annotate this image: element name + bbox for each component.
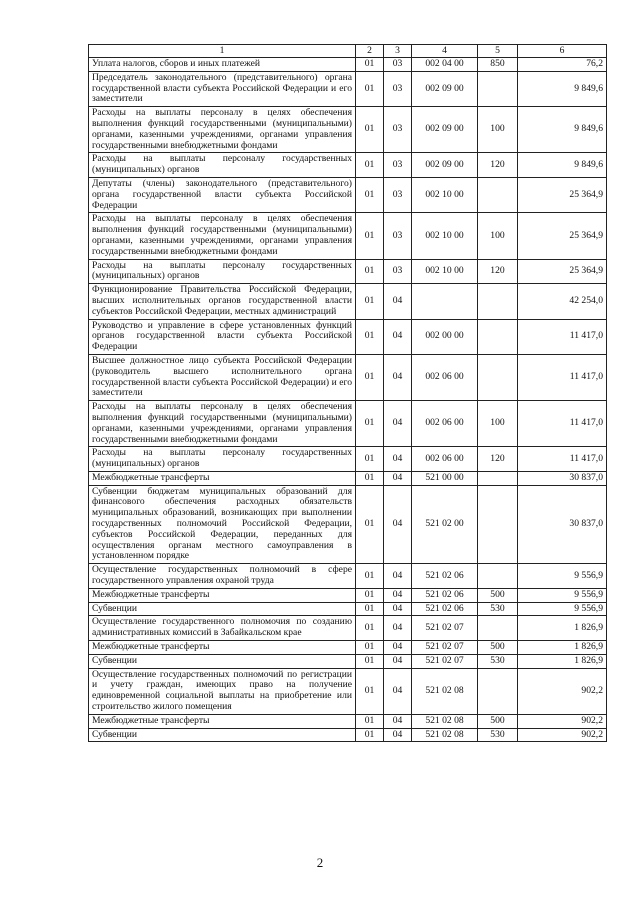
row-expense-type-cell (478, 177, 518, 212)
row-name-cell: Уплата налогов, сборов и иных платежей (89, 58, 356, 72)
row-expense-type-cell: 530 (478, 602, 518, 616)
row-expense-type-cell (478, 319, 518, 354)
row-expense-type-cell: 850 (478, 58, 518, 72)
row-name-cell: Расходы на выплаты персоналу государственных (муниципальных) органов (89, 259, 356, 284)
row-name-cell: Межбюджетные трансферты (89, 471, 356, 485)
table-row (89, 213, 607, 259)
table-row (89, 602, 607, 616)
header-row (89, 45, 607, 58)
row-subsection-cell: 04 (384, 714, 412, 728)
row-amount-cell: 9 849,6 (518, 153, 607, 178)
table-row (89, 319, 607, 354)
row-name-cell: Межбюджетные трансферты (89, 714, 356, 728)
row-expense-type-cell (478, 668, 518, 714)
row-name-cell: Осуществление государственных полномочий в сфере государственного управления охраной труда (89, 564, 356, 589)
row-subsection-cell: 04 (384, 485, 412, 564)
row-expense-type-cell: 500 (478, 641, 518, 655)
row-amount-cell: 25 364,9 (518, 259, 607, 284)
row-amount-cell: 25 364,9 (518, 213, 607, 259)
page-number: 2 (316, 855, 324, 870)
table-row (89, 616, 607, 641)
row-amount-cell: 9 556,9 (518, 602, 607, 616)
table-row (89, 668, 607, 714)
row-expense-type-cell (478, 354, 518, 400)
row-name-cell: Осуществление государственных полномочий по регистрации и учету граждан, имеющих право на получение единовременной социальной выплаты на приобретение или строительство жилого помещения (89, 668, 356, 714)
row-section-cell: 01 (356, 107, 384, 153)
budget-table (88, 44, 607, 742)
row-amount-cell: 30 837,0 (518, 485, 607, 564)
row-subsection-cell: 03 (384, 71, 412, 106)
row-section-cell: 01 (356, 728, 384, 742)
row-target-article-cell: 521 02 08 (412, 728, 478, 742)
row-section-cell: 01 (356, 259, 384, 284)
table-row (89, 153, 607, 178)
table-row (89, 447, 607, 472)
row-section-cell: 01 (356, 447, 384, 472)
row-name-cell: Председатель законодательного (представительного) органа государственной власти субъекта Российской Федерации и его заместители (89, 71, 356, 106)
row-amount-cell: 1 826,9 (518, 616, 607, 641)
row-subsection-cell: 04 (384, 319, 412, 354)
row-target-article-cell: 521 02 06 (412, 564, 478, 589)
row-name-cell: Расходы на выплаты персоналу в целях обеспечения выполнения функций государственными (муниципальными) органами, казенными учреждениями, органами управления государственными внебюджетными фондами (89, 401, 356, 447)
row-name-cell: Расходы на выплаты персоналу в целях обеспечения выполнения функций государственными (муниципальными) органами, казенными учреждениями, органами управления государственными внебюджетными фондами (89, 213, 356, 259)
row-target-article-cell: 002 06 00 (412, 447, 478, 472)
row-section-cell: 01 (356, 354, 384, 400)
table-row (89, 588, 607, 602)
row-section-cell: 01 (356, 401, 384, 447)
table-row (89, 728, 607, 742)
row-name-cell: Субвенции (89, 602, 356, 616)
row-target-article-cell: 002 10 00 (412, 213, 478, 259)
table-row (89, 107, 607, 153)
row-amount-cell: 9 556,9 (518, 588, 607, 602)
row-section-cell: 01 (356, 564, 384, 589)
row-section-cell: 01 (356, 588, 384, 602)
row-section-cell: 01 (356, 616, 384, 641)
row-amount-cell: 30 837,0 (518, 471, 607, 485)
row-amount-cell: 9 556,9 (518, 564, 607, 589)
row-amount-cell: 25 364,9 (518, 177, 607, 212)
row-amount-cell: 1 826,9 (518, 641, 607, 655)
row-expense-type-cell (478, 485, 518, 564)
row-expense-type-cell: 100 (478, 107, 518, 153)
row-target-article-cell: 521 02 08 (412, 714, 478, 728)
row-expense-type-cell (478, 71, 518, 106)
row-subsection-cell: 04 (384, 602, 412, 616)
row-section-cell: 01 (356, 153, 384, 178)
table-row (89, 354, 607, 400)
row-subsection-cell: 03 (384, 259, 412, 284)
row-target-article-cell: 002 04 00 (412, 58, 478, 72)
row-section-cell: 01 (356, 284, 384, 319)
row-target-article-cell: 521 00 00 (412, 471, 478, 485)
row-subsection-cell: 03 (384, 153, 412, 178)
row-amount-cell: 902,2 (518, 668, 607, 714)
row-section-cell: 01 (356, 71, 384, 106)
row-name-cell: Расходы на выплаты персоналу государственных (муниципальных) органов (89, 153, 356, 178)
row-subsection-cell: 04 (384, 354, 412, 400)
row-section-cell: 01 (356, 58, 384, 72)
table-row (89, 714, 607, 728)
row-name-cell: Руководство и управление в сфере установленных функций органов государственной власти субъекта Российской Федерации (89, 319, 356, 354)
row-target-article-cell: 002 09 00 (412, 107, 478, 153)
table-body (89, 58, 607, 742)
row-target-article-cell: 521 02 07 (412, 641, 478, 655)
row-target-article-cell: 521 02 07 (412, 654, 478, 668)
row-target-article-cell (412, 284, 478, 319)
row-section-cell: 01 (356, 213, 384, 259)
row-section-cell: 01 (356, 641, 384, 655)
table-row (89, 654, 607, 668)
row-amount-cell: 11 417,0 (518, 354, 607, 400)
row-expense-type-cell (478, 564, 518, 589)
row-amount-cell: 9 849,6 (518, 71, 607, 106)
row-target-article-cell: 002 10 00 (412, 177, 478, 212)
row-target-article-cell: 002 10 00 (412, 259, 478, 284)
header-col-6: 6 (518, 45, 607, 58)
row-amount-cell: 11 417,0 (518, 319, 607, 354)
row-name-cell: Расходы на выплаты персоналу в целях обеспечения выполнения функций государственными (муниципальными) органами, казенными учреждениями, органами управления государственными внебюджетными фондами (89, 107, 356, 153)
row-amount-cell: 42 254,0 (518, 284, 607, 319)
table-row (89, 485, 607, 564)
table-row (89, 177, 607, 212)
row-section-cell: 01 (356, 177, 384, 212)
table-row (89, 71, 607, 106)
row-subsection-cell: 04 (384, 616, 412, 641)
row-subsection-cell: 03 (384, 58, 412, 72)
row-name-cell: Субвенции (89, 728, 356, 742)
row-amount-cell: 902,2 (518, 714, 607, 728)
row-expense-type-cell: 120 (478, 153, 518, 178)
row-amount-cell: 9 849,6 (518, 107, 607, 153)
row-section-cell: 01 (356, 485, 384, 564)
row-expense-type-cell (478, 471, 518, 485)
row-section-cell: 01 (356, 654, 384, 668)
row-name-cell: Осуществление государственного полномочия по созданию административных комиссий в Забайкальском крае (89, 616, 356, 641)
table-row (89, 284, 607, 319)
row-subsection-cell: 03 (384, 213, 412, 259)
row-section-cell: 01 (356, 714, 384, 728)
row-expense-type-cell: 120 (478, 447, 518, 472)
row-subsection-cell: 04 (384, 284, 412, 319)
row-name-cell: Функционирование Правительства Российской Федерации, высших исполнительных органов государственной власти субъектов Российской Федерации, местных администраций (89, 284, 356, 319)
row-name-cell: Межбюджетные трансферты (89, 641, 356, 655)
row-subsection-cell: 03 (384, 107, 412, 153)
row-name-cell: Межбюджетные трансферты (89, 588, 356, 602)
row-expense-type-cell: 100 (478, 213, 518, 259)
row-expense-type-cell (478, 284, 518, 319)
header-col-4: 4 (412, 45, 478, 58)
row-target-article-cell: 002 06 00 (412, 401, 478, 447)
row-amount-cell: 11 417,0 (518, 401, 607, 447)
row-subsection-cell: 04 (384, 588, 412, 602)
row-name-cell: Субвенции (89, 654, 356, 668)
table-row (89, 471, 607, 485)
table-row (89, 401, 607, 447)
row-section-cell: 01 (356, 319, 384, 354)
row-subsection-cell: 04 (384, 641, 412, 655)
row-target-article-cell: 002 09 00 (412, 71, 478, 106)
row-amount-cell: 1 826,9 (518, 654, 607, 668)
row-target-article-cell: 521 02 06 (412, 588, 478, 602)
row-section-cell: 01 (356, 602, 384, 616)
row-expense-type-cell (478, 616, 518, 641)
row-expense-type-cell: 530 (478, 728, 518, 742)
header-col-3: 3 (384, 45, 412, 58)
row-subsection-cell: 03 (384, 177, 412, 212)
row-subsection-cell: 04 (384, 447, 412, 472)
row-amount-cell: 11 417,0 (518, 447, 607, 472)
row-section-cell: 01 (356, 668, 384, 714)
table-row (89, 58, 607, 72)
row-target-article-cell: 521 02 06 (412, 602, 478, 616)
header-col-2: 2 (356, 45, 384, 58)
row-target-article-cell: 521 02 08 (412, 668, 478, 714)
table-row (89, 564, 607, 589)
row-expense-type-cell: 120 (478, 259, 518, 284)
row-amount-cell: 902,2 (518, 728, 607, 742)
row-subsection-cell: 04 (384, 401, 412, 447)
row-name-cell: Высшее должностное лицо субъекта Российской Федерации (руководитель высшего исполнительного органа государственной власти субъекта Российской Федерации) и его заместители (89, 354, 356, 400)
table-row (89, 259, 607, 284)
header-col-1: 1 (89, 45, 356, 58)
row-subsection-cell: 04 (384, 654, 412, 668)
row-name-cell: Депутаты (члены) законодательного (представительного) органа государственной власти субъекта Российской Федерации (89, 177, 356, 212)
row-section-cell: 01 (356, 471, 384, 485)
row-expense-type-cell: 500 (478, 714, 518, 728)
row-target-article-cell: 521 02 00 (412, 485, 478, 564)
row-name-cell: Субвенции бюджетам муниципальных образований для финансового обеспечения расходных обязательств муниципальных образований, возникающих при выполнении государственных полномочий Российской Федерации, субъектов Российской Федерации, переданных для осуществления органам местного самоуправления в установленном порядке (89, 485, 356, 564)
table-row (89, 641, 607, 655)
row-expense-type-cell: 500 (478, 588, 518, 602)
row-subsection-cell: 04 (384, 728, 412, 742)
row-target-article-cell: 002 06 00 (412, 354, 478, 400)
row-expense-type-cell: 100 (478, 401, 518, 447)
row-subsection-cell: 04 (384, 471, 412, 485)
row-expense-type-cell: 530 (478, 654, 518, 668)
row-target-article-cell: 002 09 00 (412, 153, 478, 178)
header-col-5: 5 (478, 45, 518, 58)
row-name-cell: Расходы на выплаты персоналу государственных (муниципальных) органов (89, 447, 356, 472)
row-subsection-cell: 04 (384, 668, 412, 714)
row-amount-cell: 76,2 (518, 58, 607, 72)
row-target-article-cell: 002 00 00 (412, 319, 478, 354)
row-subsection-cell: 04 (384, 564, 412, 589)
row-target-article-cell: 521 02 07 (412, 616, 478, 641)
